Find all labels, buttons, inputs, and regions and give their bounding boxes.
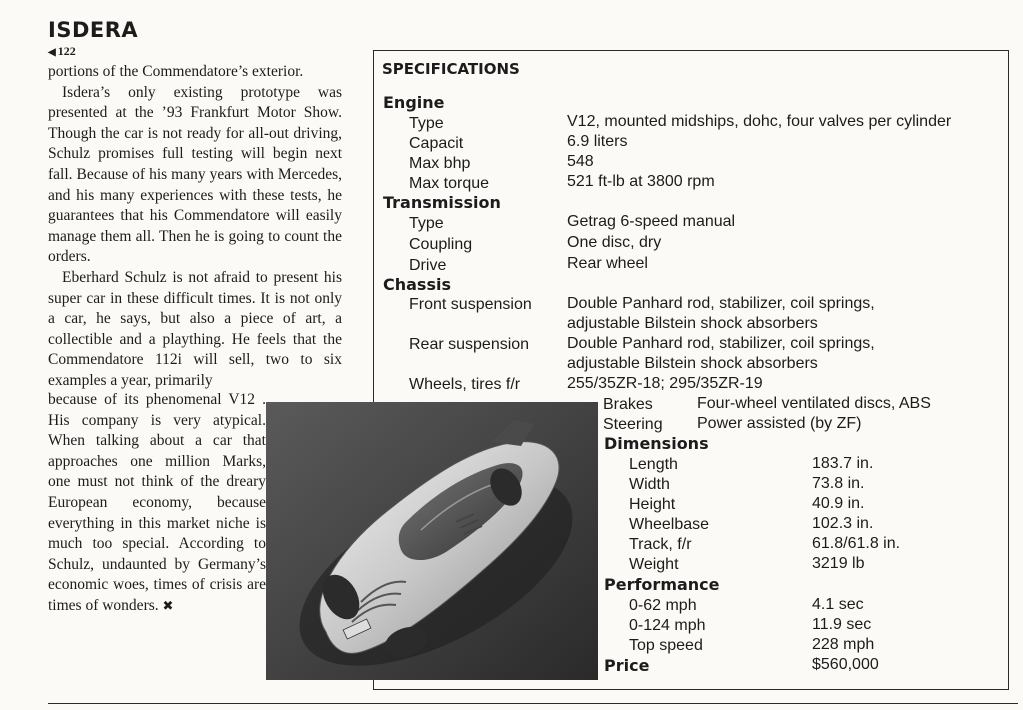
spec-value: 61.8/61.8 in. — [812, 535, 901, 552]
spec-value: 6.9 liters — [567, 133, 628, 150]
spec-label: Front suspension — [409, 296, 532, 313]
spec-value: 3219 lb — [812, 555, 865, 572]
section-performance: Performance — [604, 575, 720, 594]
spec-value: 548 — [567, 153, 594, 170]
page-reference — [48, 44, 76, 59]
spec-value: 102.3 in. — [812, 515, 874, 532]
back-arrow-icon: ◀ — [48, 47, 56, 58]
article-body-wrapped — [48, 390, 266, 618]
spec-label: Type — [409, 115, 444, 132]
spec-label: 0-124 mph — [629, 617, 706, 634]
spec-value: Four-wheel ventilated discs, ABS — [697, 395, 931, 412]
spec-label: Width — [629, 476, 670, 493]
page-bottom-rule — [48, 703, 1018, 704]
section-engine: Engine — [383, 93, 445, 112]
price-value: $560,000 — [812, 656, 879, 673]
spec-label: Type — [409, 215, 444, 232]
spec-value: V12, mounted midships, dohc, four valves per cylinder — [567, 113, 952, 130]
spec-value: 11.9 sec — [812, 616, 872, 633]
spec-label: Capacit — [409, 135, 464, 152]
spec-label: Drive — [409, 257, 447, 274]
end-mark-icon: ✖ — [162, 598, 174, 614]
spec-value: 73.8 in. — [812, 475, 865, 492]
spec-label: Steering — [603, 416, 663, 433]
spec-value: 40.9 in. — [812, 495, 865, 512]
article-body — [48, 62, 342, 392]
paragraph-3: Eberhard Schulz is not afraid to present his super car in these difficult times. It is not only a car, he says, but also a piece of art, a collectible and a plaything. He feels that the Commendatore 112i will sell, two to six examples a year, primarily — [48, 268, 342, 389]
article-title: ISDERA — [48, 18, 139, 42]
spec-value: 183.7 in. — [812, 455, 874, 472]
paragraph-1: portions of the Commendatore’s exterior. — [48, 63, 304, 80]
spec-label: Length — [629, 456, 678, 473]
section-price: Price — [604, 656, 650, 675]
paragraph-2: Isdera’s only existing prototype was presented at the ’93 Frankfurt Motor Show. Though the car is not ready for all-out driving, Schulz promises full testing will begin next fall. Because of his many years with Mercedes, and his many experiences with these tests, he guarantees that his Commendatore will easily manage them all. Then he is going to count the orders. — [48, 83, 342, 266]
paragraph-3-continued: because of its phenomenal V12 . His company is very atypical. When talking about a car that approaches one million Marks, one must not think of the dreary European economy, because everything in this market niche is much too special. According to Schulz, undaunted by Germany’s economic woes, times of crisis are times of wonders. — [48, 391, 266, 614]
specifications-title: SPECIFICATIONS — [382, 60, 520, 78]
car-illustration — [266, 402, 598, 680]
spec-label: Wheels, tires f/r — [409, 376, 521, 393]
spec-label: 0-62 mph — [629, 597, 697, 614]
spec-label: Weight — [629, 556, 679, 573]
spec-label: Track, f/r — [629, 536, 692, 553]
spec-label: Coupling — [409, 236, 473, 253]
spec-label: Top speed — [629, 637, 703, 654]
spec-value: Rear wheel — [567, 255, 648, 272]
page-number: 122 — [57, 44, 76, 58]
car-photo — [266, 402, 598, 680]
spec-label: Max bhp — [409, 155, 471, 172]
section-chassis: Chassis — [383, 275, 451, 294]
spec-value: One disc, dry — [567, 234, 662, 251]
section-transmission: Transmission — [383, 193, 501, 212]
spec-value: Getrag 6-speed manual — [567, 213, 736, 230]
spec-value: 4.1 sec — [812, 596, 864, 613]
spec-label: Wheelbase — [629, 516, 710, 533]
spec-value: Double Panhard rod, stabilizer, coil springs, — [567, 335, 875, 352]
spec-value-continued: adjustable Bilstein shock absorbers — [567, 315, 818, 332]
spec-value-continued: adjustable Bilstein shock absorbers — [567, 355, 818, 372]
spec-value: Power assisted (by ZF) — [697, 415, 862, 432]
spec-label: Height — [629, 496, 676, 513]
spec-label: Brakes — [603, 396, 653, 413]
spec-value: 255/35ZR-18; 295/35ZR-19 — [567, 375, 763, 392]
section-dimensions: Dimensions — [604, 434, 709, 453]
spec-value: 521 ft-lb at 3800 rpm — [567, 173, 715, 190]
spec-value: Double Panhard rod, stabilizer, coil springs, — [567, 295, 875, 312]
spec-label: Rear suspension — [409, 336, 530, 353]
spec-label: Max torque — [409, 175, 490, 192]
spec-value: 228 mph — [812, 636, 875, 653]
